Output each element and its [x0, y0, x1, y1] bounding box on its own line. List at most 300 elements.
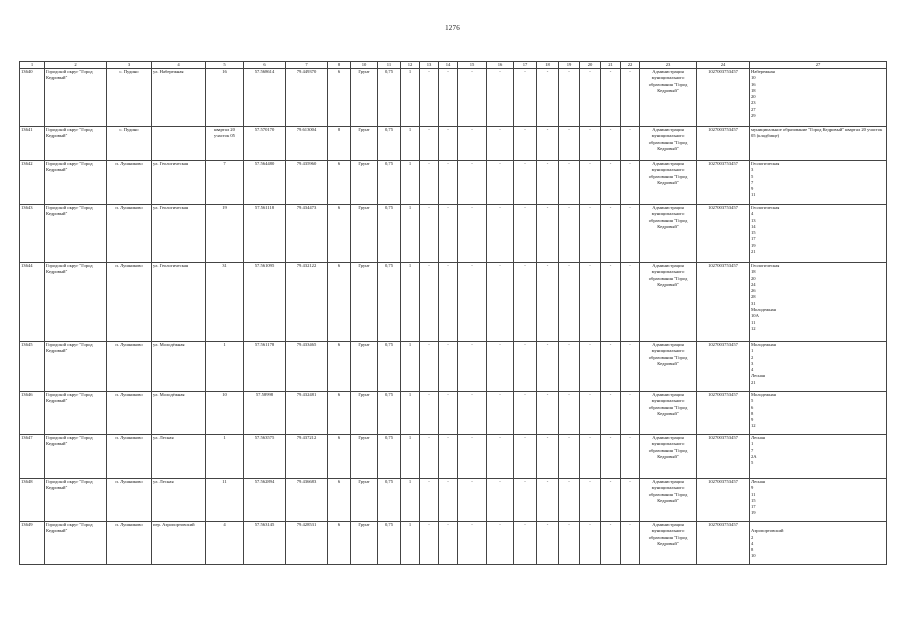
address-line: Молодежная [751, 392, 776, 397]
dash-cell: - [487, 392, 514, 435]
dash-cell: - [601, 161, 621, 205]
column-header: 19 [559, 62, 580, 69]
table-row [20, 479, 887, 522]
dash-cell: - [621, 392, 640, 435]
dash-cell: - [458, 161, 487, 205]
dash-cell: - [621, 263, 640, 342]
owner-cell: Администрация муниципального образования "Город Кедровый" [640, 522, 697, 565]
address-line: 15 [751, 230, 756, 236]
address-line: Набережная [751, 69, 775, 74]
dash-cell: - [621, 205, 640, 263]
address-line: Геологическая [751, 263, 780, 268]
col8-cell: 6 [328, 205, 351, 263]
dash-cell: - [601, 342, 621, 392]
latitude-cell: 57.563145 [244, 522, 286, 565]
dash-cell: - [580, 392, 601, 435]
page-number: 1276 [445, 24, 460, 32]
address-line: Лесная [751, 479, 765, 484]
addresses-cell [750, 127, 887, 161]
dash-cell: - [420, 127, 439, 161]
dash-cell: - [621, 435, 640, 479]
dash-cell: - [458, 479, 487, 522]
address-line: 16 [751, 81, 756, 87]
address-line: Аэропортовский [751, 528, 784, 534]
col8-cell: 6 [328, 69, 351, 127]
surface-cell: Грунт [351, 161, 378, 205]
district-cell: Городской округ "Город Кедровый" [45, 205, 107, 263]
col12-cell: 1 [401, 479, 420, 522]
dash-cell: - [439, 263, 458, 342]
column-header: 23 [640, 62, 697, 69]
address-line: 4 [751, 211, 754, 217]
column-header: 2 [45, 62, 107, 69]
dash-cell: - [601, 392, 621, 435]
address-line: 1 [751, 348, 754, 354]
row-id: 13648 [20, 479, 45, 522]
district-cell: Городской округ "Город Кедровый" [45, 522, 107, 565]
col12-cell: 1 [401, 263, 420, 342]
col12-cell: 1 [401, 69, 420, 127]
dash-cell: - [420, 479, 439, 522]
ogrn-cell: 1027003753457 [697, 392, 750, 435]
address-line: Лесная [751, 373, 765, 379]
latitude-cell: 57.561178 [244, 342, 286, 392]
locality-cell: п. Лушниково [107, 479, 152, 522]
house-cell: 4 [206, 522, 244, 565]
column-header: 12 [401, 62, 420, 69]
dash-cell: - [559, 392, 580, 435]
table-row [20, 435, 887, 479]
address-line: 3 [751, 167, 754, 173]
street-cell [152, 127, 206, 161]
column-header: 27 [750, 62, 887, 69]
column-header: 6 [244, 62, 286, 69]
longitude-cell: 79.428531 [286, 522, 328, 565]
address-line: 5 [751, 398, 754, 404]
dash-cell: - [537, 435, 559, 479]
table-row [20, 392, 887, 435]
column-header: 14 [439, 62, 458, 69]
dash-cell: - [487, 522, 514, 565]
ogrn-cell: 1027003753457 [697, 479, 750, 522]
column-header: 18 [537, 62, 559, 69]
address-line: Молодежная [751, 342, 776, 347]
dash-cell: - [514, 69, 537, 127]
table-row [20, 263, 887, 342]
addresses-cell [750, 205, 887, 263]
address-line: 2А [751, 453, 757, 459]
house-cell: 1 [206, 435, 244, 479]
column-header: 8 [328, 62, 351, 69]
dash-cell: - [580, 263, 601, 342]
dash-cell: - [487, 435, 514, 479]
dash-cell: - [420, 435, 439, 479]
latitude-cell: 57.570170 [244, 127, 286, 161]
dash-cell: - [514, 435, 537, 479]
dash-cell: - [439, 205, 458, 263]
owner-cell: Администрация муниципального образования "Город Кедровый" [640, 479, 697, 522]
dash-cell: - [514, 161, 537, 205]
dash-cell: - [621, 127, 640, 161]
house-cell: 19 [206, 205, 244, 263]
dash-cell: - [559, 69, 580, 127]
col8-cell: 6 [328, 342, 351, 392]
owner-cell: Администрация муниципального образования "Город Кедровый" [640, 342, 697, 392]
column-header: 13 [420, 62, 439, 69]
column-header: 17 [514, 62, 537, 69]
column-header: 11 [378, 62, 401, 69]
col12-cell: 1 [401, 435, 420, 479]
dash-cell: - [621, 522, 640, 565]
surface-cell: Грунт [351, 263, 378, 342]
locality-cell: п. Лушниково [107, 342, 152, 392]
dash-cell: - [621, 342, 640, 392]
dash-cell: - [559, 127, 580, 161]
longitude-cell: 79.432481 [286, 392, 328, 435]
row-id: 13647 [20, 435, 45, 479]
address-line: 5 [751, 173, 754, 179]
dash-cell: - [458, 435, 487, 479]
longitude-cell: 79.435960 [286, 161, 328, 205]
district-cell: Городской округ "Город Кедровый" [45, 263, 107, 342]
dash-cell: - [487, 205, 514, 263]
dash-cell: - [559, 479, 580, 522]
dash-cell: - [514, 205, 537, 263]
longitude-cell: 79.449370 [286, 69, 328, 127]
street-cell: пер. Аэропортовский [152, 522, 206, 565]
addresses-cell [750, 435, 887, 479]
surface-cell: Грунт [351, 205, 378, 263]
address-line: муниципальное образование "Город Кедровый" квартал 20 участок 05 (кладбище) [751, 127, 883, 139]
row-id: 13645 [20, 342, 45, 392]
dash-cell: - [487, 127, 514, 161]
dash-cell: - [601, 479, 621, 522]
col8-cell: 6 [328, 263, 351, 342]
street-cell: ул. Лесная [152, 435, 206, 479]
owner-cell: Администрация муниципального образования "Город Кедровый" [640, 435, 697, 479]
row-id: 13643 [20, 205, 45, 263]
col8-cell: 8 [328, 127, 351, 161]
dash-cell: - [621, 69, 640, 127]
house-cell: 7 [206, 161, 244, 205]
address-line: 19 [751, 242, 756, 248]
street-cell: ул. Набережная [152, 69, 206, 127]
address-line: 14 [751, 223, 756, 229]
addresses-cell [750, 161, 887, 205]
dash-cell: - [420, 522, 439, 565]
column-header: 16 [487, 62, 514, 69]
dash-cell: - [487, 263, 514, 342]
header-row [20, 62, 887, 69]
dash-cell: - [514, 342, 537, 392]
surface-cell: Грунт [351, 479, 378, 522]
latitude-cell: 57.561118 [244, 205, 286, 263]
dash-cell: - [580, 205, 601, 263]
dash-cell: - [439, 342, 458, 392]
dash-cell: - [458, 69, 487, 127]
col11-cell: 0,75 [378, 435, 401, 479]
dash-cell: - [580, 342, 601, 392]
street-cell: ул. Молодёжная [152, 392, 206, 435]
dash-cell: - [514, 522, 537, 565]
dash-cell: - [621, 479, 640, 522]
dash-cell: - [601, 263, 621, 342]
latitude-cell: 57.561095 [244, 263, 286, 342]
house-cell: квартал 20 участок 05 [206, 127, 244, 161]
street-cell: ул. Геологическая [152, 161, 206, 205]
table-row [20, 342, 887, 392]
dash-cell: - [458, 127, 487, 161]
dash-cell: - [559, 435, 580, 479]
address-line: 4 [751, 367, 754, 373]
longitude-cell: 79.432122 [286, 263, 328, 342]
address-line: 7 [751, 179, 754, 185]
dash-cell: - [458, 263, 487, 342]
col12-cell: 1 [401, 392, 420, 435]
dash-cell: - [458, 522, 487, 565]
address-line: 29 [751, 113, 756, 119]
col11-cell: 0,75 [378, 392, 401, 435]
column-header: 15 [458, 62, 487, 69]
column-header: 21 [601, 62, 621, 69]
address-line: 17 [751, 504, 756, 510]
col12-cell: 1 [401, 161, 420, 205]
addresses-cell [750, 69, 887, 127]
dash-cell: - [458, 342, 487, 392]
latitude-cell: 57.568614 [244, 69, 286, 127]
table-row [20, 522, 887, 565]
dash-cell: - [420, 69, 439, 127]
address-line: 4 [751, 540, 754, 546]
address-line: 8 [751, 547, 754, 553]
house-cell: 31 [206, 263, 244, 342]
dash-cell: - [559, 205, 580, 263]
dash-cell: - [601, 435, 621, 479]
col11-cell: 0,75 [378, 479, 401, 522]
ogrn-cell: 1027003753457 [697, 342, 750, 392]
table-row [20, 205, 887, 263]
locality-cell: с. Пудино [107, 127, 152, 161]
address-line: 26 [751, 288, 756, 294]
latitude-cell: 57.563575 [244, 435, 286, 479]
locality-cell: п. Лушниково [107, 205, 152, 263]
row-id: 13644 [20, 263, 45, 342]
addresses-cell [750, 522, 887, 565]
row-id: 13641 [20, 127, 45, 161]
dash-cell: - [514, 127, 537, 161]
address-line: 11 [751, 491, 756, 497]
dash-cell: - [537, 69, 559, 127]
dash-cell: - [621, 161, 640, 205]
addresses-cell [750, 479, 887, 522]
col11-cell: 0,75 [378, 127, 401, 161]
surface-cell: Грунт [351, 522, 378, 565]
dash-cell: - [537, 263, 559, 342]
district-cell: Городской округ "Город Кедровый" [45, 69, 107, 127]
longitude-cell: 79.437212 [286, 435, 328, 479]
col11-cell: 0,75 [378, 161, 401, 205]
col12-cell: 1 [401, 342, 420, 392]
col11-cell: 0,75 [378, 69, 401, 127]
dash-cell: - [537, 342, 559, 392]
district-cell: Городской округ "Город Кедровый" [45, 435, 107, 479]
dash-cell: - [580, 479, 601, 522]
ogrn-cell: 1027003753457 [697, 522, 750, 565]
surface-cell: Грунт [351, 392, 378, 435]
column-header: 1 [20, 62, 45, 69]
address-line: 2 [751, 354, 754, 360]
address-line: 12 [751, 325, 756, 331]
column-header: 20 [580, 62, 601, 69]
dash-cell: - [487, 479, 514, 522]
dash-cell: - [439, 127, 458, 161]
column-header: 10 [351, 62, 378, 69]
dash-cell: - [514, 263, 537, 342]
owner-cell: Администрация муниципального образования "Город Кедровый" [640, 263, 697, 342]
dash-cell: - [537, 205, 559, 263]
row-id: 13640 [20, 69, 45, 127]
dash-cell: - [439, 392, 458, 435]
dash-cell: - [580, 161, 601, 205]
locality-cell: с. Пудино [107, 69, 152, 127]
address-line: 13 [751, 217, 756, 223]
col12-cell: 1 [401, 205, 420, 263]
ogrn-cell: 1027003753457 [697, 205, 750, 263]
street-cell: ул. Лесная [152, 479, 206, 522]
table-row [20, 161, 887, 205]
locality-cell: п. Лушниково [107, 435, 152, 479]
address-line: 18 [751, 87, 756, 93]
col11-cell: 0,75 [378, 522, 401, 565]
surface-cell: Грунт [351, 127, 378, 161]
dash-cell: - [601, 522, 621, 565]
dash-cell: - [487, 342, 514, 392]
ogrn-cell: 1027003753457 [697, 161, 750, 205]
dash-cell: - [439, 435, 458, 479]
house-cell: 11 [206, 479, 244, 522]
row-id: 13649 [20, 522, 45, 565]
address-line: 2 [751, 534, 754, 540]
address-line: 27 [751, 106, 756, 112]
locality-cell: п. Лушниково [107, 161, 152, 205]
address-line: Геологическая [751, 161, 780, 166]
dash-cell: - [439, 479, 458, 522]
col12-cell: 1 [401, 522, 420, 565]
house-cell: 1 [206, 342, 244, 392]
address-line: 3 [751, 360, 754, 366]
address-line: 28 [751, 294, 756, 300]
district-cell: Городской округ "Город Кедровый" [45, 342, 107, 392]
col8-cell: 6 [328, 392, 351, 435]
address-line: 20 [751, 275, 756, 281]
address-line: 1 [751, 441, 754, 447]
dash-cell: - [420, 392, 439, 435]
column-header: 7 [286, 62, 328, 69]
district-cell: Городской округ "Город Кедровый" [45, 392, 107, 435]
street-cell: ул. Геологическая [152, 205, 206, 263]
table-row [20, 69, 887, 127]
ogrn-cell: 1027003753457 [697, 263, 750, 342]
ogrn-cell: 1027003753457 [697, 435, 750, 479]
locality-cell: п. Лушниково [107, 263, 152, 342]
house-cell: 10 [206, 392, 244, 435]
register-table [19, 61, 887, 565]
address-line: 24 [751, 281, 756, 287]
address-line: 9 [751, 186, 754, 192]
district-cell: Городской округ "Город Кедровый" [45, 127, 107, 161]
dash-cell: - [458, 205, 487, 263]
addresses-cell [750, 392, 887, 435]
address-line: 8 [751, 410, 754, 416]
column-header: 22 [621, 62, 640, 69]
dash-cell: - [537, 479, 559, 522]
col8-cell: 6 [328, 161, 351, 205]
owner-cell: Администрация муниципального образования "Город Кедровый" [640, 161, 697, 205]
address-line: 5 [751, 460, 754, 466]
dash-cell: - [580, 69, 601, 127]
address-line: 6 [751, 404, 754, 410]
addresses-cell [750, 342, 887, 392]
col11-cell: 0,75 [378, 205, 401, 263]
column-header: 3 [107, 62, 152, 69]
address-line: 7 [751, 447, 754, 453]
address-line: 9 [751, 417, 754, 423]
column-header: 5 [206, 62, 244, 69]
address-line: 21 [751, 379, 756, 385]
dash-cell: - [580, 522, 601, 565]
surface-cell: Грунт [351, 342, 378, 392]
col8-cell: 6 [328, 522, 351, 565]
col11-cell: 0,75 [378, 263, 401, 342]
dash-cell: - [420, 161, 439, 205]
address-line: 20 [751, 94, 756, 100]
dash-cell: - [601, 69, 621, 127]
dash-cell: - [559, 161, 580, 205]
street-cell: ул. Молодёжная [152, 342, 206, 392]
owner-cell: Администрация муниципального образования "Город Кедровый" [640, 127, 697, 161]
table-row [20, 127, 887, 161]
dash-cell: - [537, 522, 559, 565]
address-line: 10 [751, 75, 756, 81]
dash-cell: - [420, 205, 439, 263]
address-line: 17 [751, 236, 756, 242]
col8-cell: 6 [328, 435, 351, 479]
dash-cell: - [580, 127, 601, 161]
district-cell: Городской округ "Город Кедровый" [45, 479, 107, 522]
address-line: Лесная [751, 435, 765, 440]
owner-cell: Администрация муниципального образования "Город Кедровый" [640, 392, 697, 435]
street-cell: ул. Геологическая [152, 263, 206, 342]
address-line: 10А [751, 313, 759, 319]
dash-cell: - [559, 342, 580, 392]
house-cell: 16 [206, 69, 244, 127]
latitude-cell: 57.58998 [244, 392, 286, 435]
dash-cell: - [601, 205, 621, 263]
col11-cell: 0,75 [378, 342, 401, 392]
longitude-cell: 79.613004 [286, 127, 328, 161]
dash-cell: - [439, 161, 458, 205]
address-line: 10 [751, 553, 756, 559]
address-line: 31 [751, 300, 756, 306]
locality-cell: п. Лушниково [107, 522, 152, 565]
dash-cell: - [559, 522, 580, 565]
address-line: Молодежная [751, 307, 776, 313]
dash-cell: - [514, 392, 537, 435]
owner-cell: Администрация муниципального образования "Город Кедровый" [640, 69, 697, 127]
col8-cell: 6 [328, 479, 351, 522]
address-line: 23 [751, 100, 756, 106]
row-id: 13646 [20, 392, 45, 435]
